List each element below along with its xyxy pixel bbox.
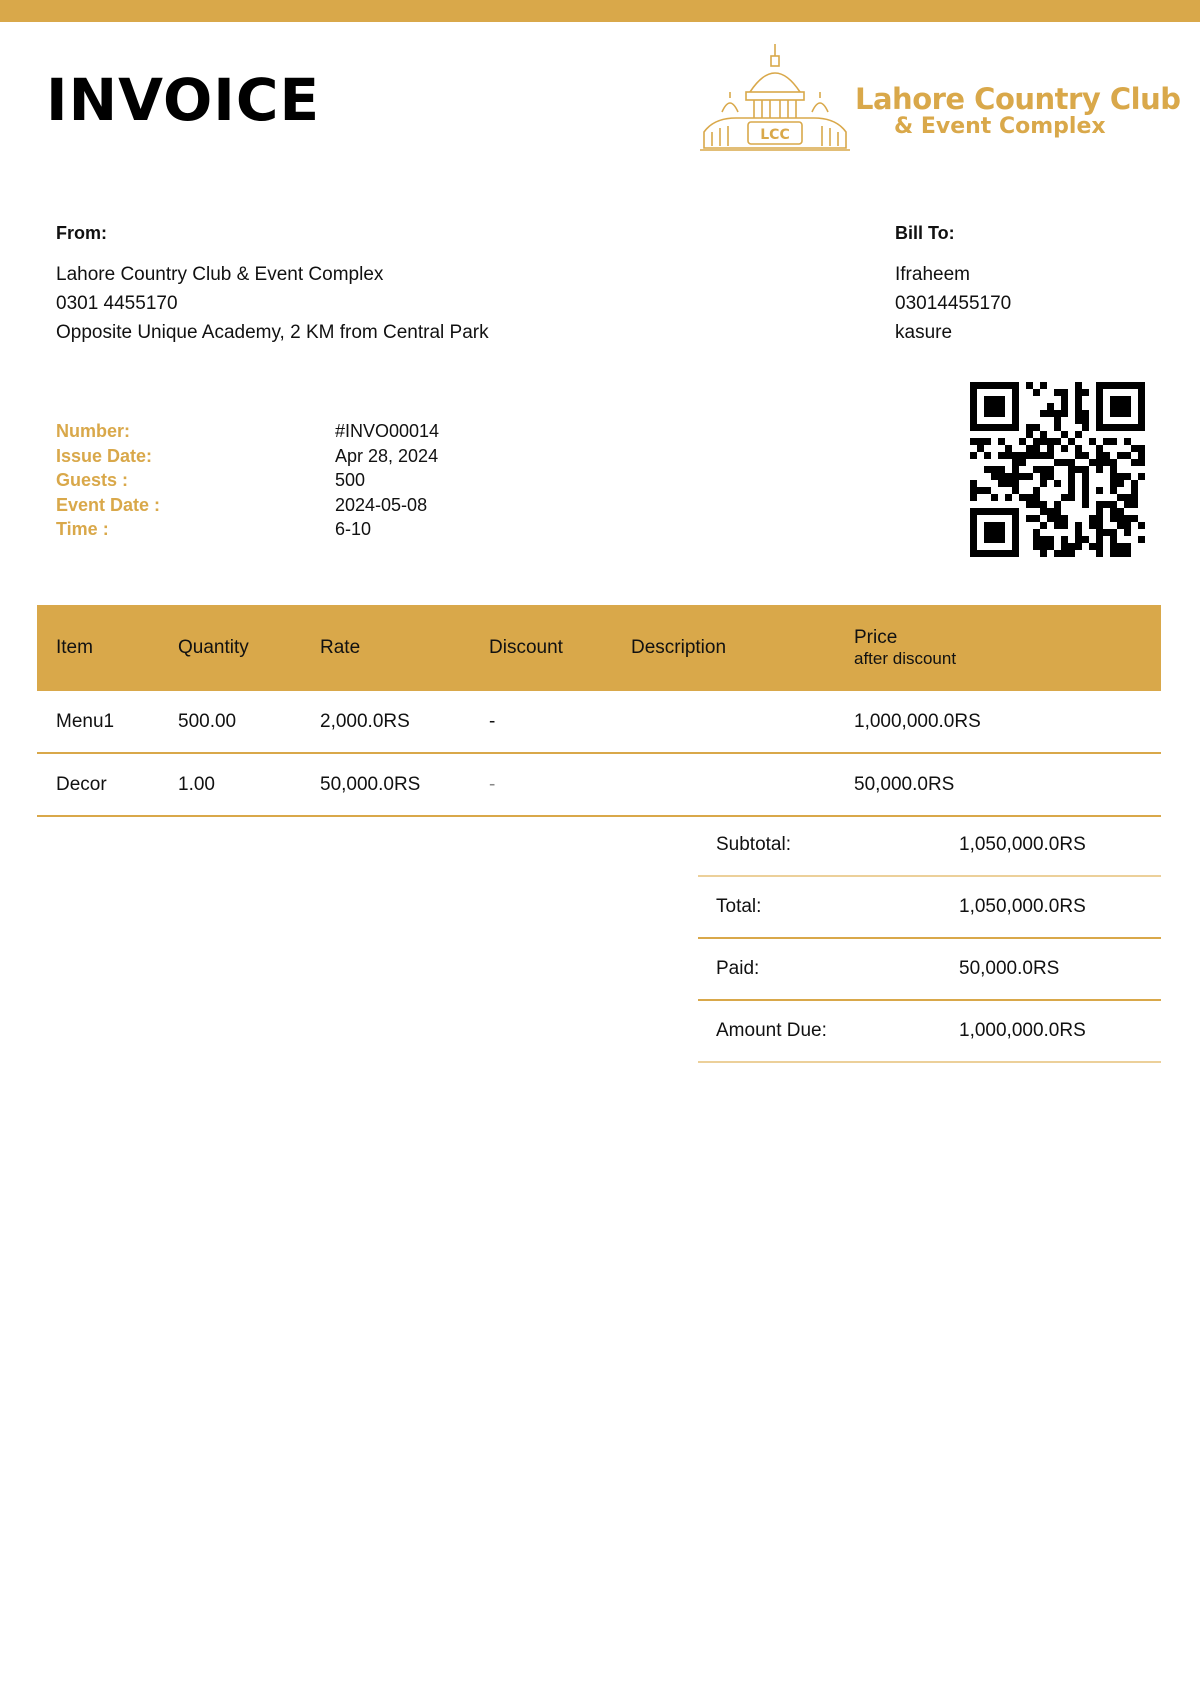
meta-row-event-date xyxy=(56,493,439,518)
cell-quantity: 1.00 xyxy=(178,753,320,816)
meta-value: #INVO00014 xyxy=(335,421,440,441)
top-accent-bar xyxy=(0,0,1200,22)
qr-code-icon xyxy=(970,382,1145,557)
cell-price: 50,000.0RS xyxy=(854,753,1161,816)
bill-to-address: kasure xyxy=(895,322,953,343)
logo-subtitle: & Event Complex xyxy=(894,114,1106,139)
meta-key: Issue Date: xyxy=(56,445,153,466)
totals-key: Subtotal: xyxy=(716,834,791,855)
cell-rate: 50,000.0RS xyxy=(320,753,489,816)
totals-value: 50,000.0RS xyxy=(959,958,1060,979)
cell-price: 1,000,000.0RS xyxy=(854,691,1161,753)
bill-to-name: Ifraheem xyxy=(895,264,970,285)
col-header-price xyxy=(854,605,1161,691)
totals-value: 1,050,000.0RS xyxy=(959,834,1086,855)
meta-row-issue-date xyxy=(56,444,439,469)
price-header-label: Price xyxy=(854,627,898,648)
meta-key: Event Date : xyxy=(56,494,161,515)
cell-item: Decor xyxy=(37,753,178,816)
cell-discount: - xyxy=(489,753,631,816)
totals-key: Paid: xyxy=(716,958,760,979)
table-row xyxy=(37,691,1161,753)
from-name: Lahore Country Club & Event Complex xyxy=(56,264,384,285)
table-header-row xyxy=(37,605,1161,691)
totals-row-total xyxy=(698,877,1161,939)
totals-key: Amount Due: xyxy=(716,1020,827,1041)
totals-row-amount-due xyxy=(698,1001,1161,1063)
cell-description xyxy=(631,753,854,816)
col-header-quantity: Quantity xyxy=(178,605,320,691)
club-logo xyxy=(700,42,1181,154)
col-header-description: Description xyxy=(631,605,854,691)
col-header-rate: Rate xyxy=(320,605,489,691)
meta-row-guests xyxy=(56,468,439,493)
meta-key: Time : xyxy=(56,519,109,539)
price-header-sub: after discount xyxy=(854,649,957,668)
cell-discount: - xyxy=(489,691,631,753)
from-block xyxy=(56,260,489,347)
bill-to-block xyxy=(895,260,1011,347)
bill-to-phone: 03014455170 xyxy=(895,293,1012,314)
bill-to-label: Bill To: xyxy=(895,223,955,243)
cell-item: Menu1 xyxy=(37,691,178,753)
cell-description xyxy=(631,691,854,753)
meta-value: Apr 28, 2024 xyxy=(335,445,439,466)
invoice-meta xyxy=(56,419,439,542)
totals-value: 1,050,000.0RS xyxy=(959,896,1086,917)
meta-row-time xyxy=(56,517,439,542)
meta-row-number xyxy=(56,419,439,444)
meta-key: Number: xyxy=(56,421,131,441)
meta-value: 2024-05-08 xyxy=(335,494,428,515)
totals-block xyxy=(698,815,1161,1063)
logo-name: Lahore Country Club xyxy=(855,82,1181,116)
from-label: From: xyxy=(56,223,107,243)
totals-key: Total: xyxy=(716,896,762,917)
from-phone: 0301 4455170 xyxy=(56,293,178,314)
col-header-item: Item xyxy=(37,605,178,691)
logo-monogram: LCC xyxy=(760,127,790,143)
from-address: Opposite Unique Academy, 2 KM from Central Park xyxy=(56,322,489,343)
cell-quantity: 500.00 xyxy=(178,691,320,753)
meta-value: 6-10 xyxy=(335,519,372,539)
items-table xyxy=(37,605,1161,817)
cell-rate: 2,000.0RS xyxy=(320,691,489,753)
col-header-discount: Discount xyxy=(489,605,631,691)
totals-row-paid xyxy=(698,939,1161,1001)
capitol-dome-icon xyxy=(700,42,850,154)
meta-key: Guests : xyxy=(56,470,129,490)
totals-value: 1,000,000.0RS xyxy=(959,1020,1086,1041)
page-title: INVOICE xyxy=(46,66,321,134)
table-row xyxy=(37,753,1161,816)
meta-value: 500 xyxy=(335,470,366,490)
totals-row-subtotal xyxy=(698,815,1161,877)
